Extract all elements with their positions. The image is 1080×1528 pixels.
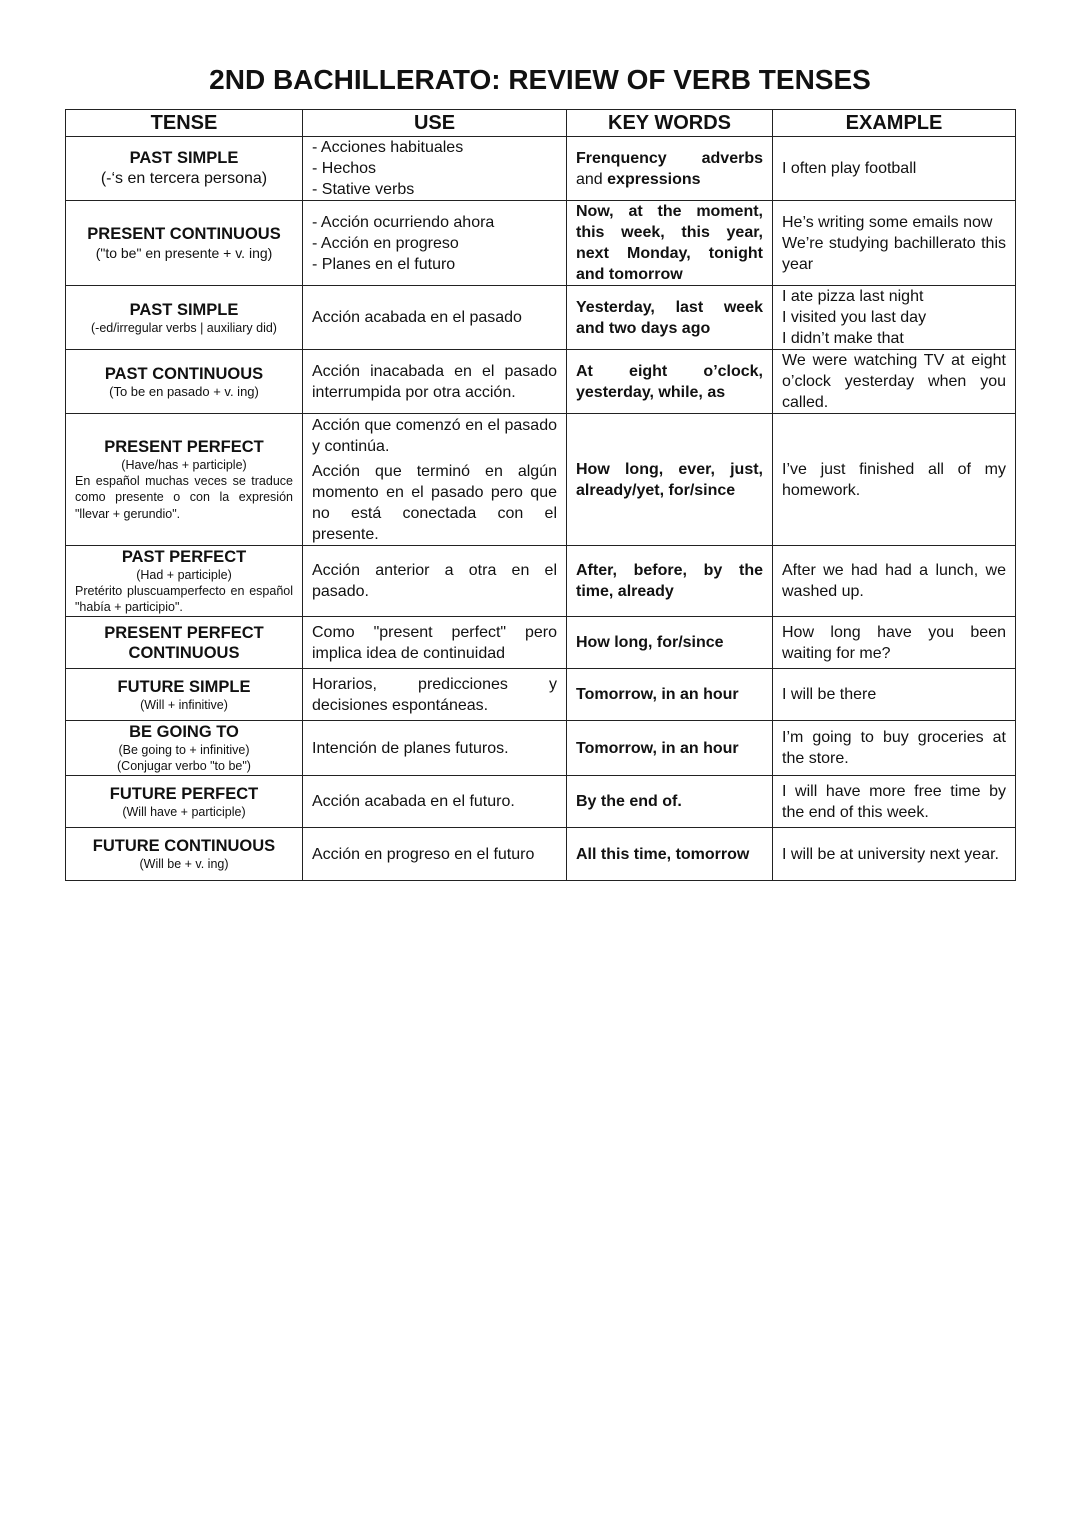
use-cell [303, 617, 567, 669]
tense-name: PRESENT CONTINUOUS [87, 225, 281, 243]
use-cell [303, 137, 567, 201]
example-text: We were watching TV at eight o’clock yesterday when you called. [782, 352, 1006, 411]
example-cell [773, 286, 1016, 350]
use-text: Acción inacabada en el pasado interrumpida por otra acción. [312, 362, 557, 401]
tense-cell [66, 201, 303, 286]
use-cell [303, 286, 567, 350]
example-cell [773, 617, 1016, 669]
example-text: I often play football [782, 160, 917, 177]
key-words-cell: All this time, tomorrow [567, 828, 773, 881]
table-row [66, 776, 1016, 828]
key-words-cell: Tomorrow, in an hour [567, 669, 773, 721]
use-line: - Planes en el futuro [312, 255, 456, 273]
example-cell [773, 776, 1016, 828]
table-row [66, 286, 1016, 350]
tense-note: (Will be + v. ing) [139, 857, 229, 871]
use-cell [303, 546, 567, 617]
header-tense: TENSE [66, 110, 303, 137]
key-words-cell: By the end of. [567, 776, 773, 828]
use-text: Acción que comenzó en el pasado y continúa. [312, 416, 557, 455]
tense-note: (Will have + participle) [122, 804, 246, 819]
use-text: Intención de planes futuros. [312, 739, 509, 757]
tense-name: PAST PERFECT [121, 547, 247, 566]
example-text: I didn’t make that [782, 330, 904, 347]
use-text: Como "present perfect" pero implica idea de continuidad [312, 623, 557, 662]
tense-cell [66, 617, 303, 669]
key-words-cell: After, before, by the time, already [567, 546, 773, 617]
key-words-line [576, 148, 763, 169]
example-text: I’m going to buy groceries at the store. [782, 729, 1006, 767]
key-words-line [576, 169, 763, 190]
key-words-text: adverbs [701, 149, 763, 167]
example-cell [773, 546, 1016, 617]
example-text: How long have you been waiting for me? [782, 623, 1006, 662]
key-words-cell: How long, ever, just, already/yet, for/since [567, 414, 773, 546]
example-cell [773, 201, 1016, 286]
tense-cell [66, 828, 303, 881]
example-text: I will be at university next year. [782, 845, 999, 863]
key-words-cell [567, 137, 773, 201]
use-cell [303, 721, 567, 776]
key-words-text: expressions [607, 170, 701, 188]
use-text: Acción que terminó en algún momento en el pasado pero que no está conectada con el presente. [312, 462, 557, 543]
tense-note: (To be en pasado + v. ing) [109, 383, 259, 399]
tense-name: PAST SIMPLE [129, 300, 239, 319]
tense-cell [66, 414, 303, 546]
tense-note: (Be going to + infinitive) [118, 743, 250, 757]
tense-name: FUTURE CONTINUOUS [92, 837, 276, 855]
example-cell [773, 137, 1016, 201]
example-cell [773, 350, 1016, 414]
example-cell [773, 414, 1016, 546]
example-text: He’s writing some emails now [782, 213, 993, 231]
tense-note: (Had + participle) [136, 567, 232, 582]
key-words-cell: Now, at the moment, this week, this year, next Monday, tonight and tomorrow [567, 201, 773, 286]
table-header-row [66, 110, 1016, 137]
example-cell [773, 721, 1016, 776]
tense-name: FUTURE PERFECT [109, 784, 259, 803]
tense-note: (-ed/irregular verbs | auxiliary did) [91, 320, 277, 335]
tense-note: (Have/has + participle) [121, 457, 247, 472]
tense-cell [66, 721, 303, 776]
table-row [66, 546, 1016, 617]
use-line: - Stative verbs [312, 181, 415, 198]
key-words-cell: At eight o’clock, yesterday, while, as [567, 350, 773, 414]
page-title: 2ND BACHILLERATO: REVIEW OF VERB TENSES [209, 64, 871, 95]
key-words-text: Frenquency [576, 149, 667, 167]
use-text: Acción anterior a otra en el pasado. [312, 562, 557, 600]
table-row [66, 721, 1016, 776]
use-text: Horarios, predicciones y decisiones espontáneas. [312, 675, 557, 714]
use-line: - Hechos [312, 160, 377, 177]
key-words-cell: Tomorrow, in an hour [567, 721, 773, 776]
example-cell [773, 669, 1016, 721]
tense-cell [66, 350, 303, 414]
use-cell [303, 776, 567, 828]
use-cell [303, 828, 567, 881]
header-example: EXAMPLE [773, 110, 1016, 137]
tense-cell [66, 669, 303, 721]
example-text: I ate pizza last night [782, 288, 924, 305]
table-row [66, 669, 1016, 721]
key-words-cell: Yesterday, last week and two days ago [567, 286, 773, 350]
tense-name: PRESENT PERFECT [104, 437, 264, 456]
tense-cell [66, 546, 303, 617]
tense-name: PAST SIMPLE [129, 148, 239, 167]
tense-note: (-‘s en tercera persona) [100, 169, 268, 187]
tense-extra-note: En español muchas veces se traduce como presente o con la expresión "llevar + gerundio". [75, 473, 293, 521]
table-row [66, 350, 1016, 414]
tense-name: BE GOING TO [129, 723, 239, 741]
use-text: Acción acabada en el futuro. [312, 793, 515, 810]
table-row [66, 414, 1016, 546]
verb-tenses-table [65, 109, 1016, 881]
header-use: USE [303, 110, 567, 137]
example-text: I’ve just finished all of my homework. [782, 460, 1006, 499]
tense-note: (Conjugar verbo "to be") [117, 759, 251, 773]
header-key-words: KEY WORDS [567, 110, 773, 137]
use-cell [303, 350, 567, 414]
use-text: Acción en progreso en el futuro [312, 845, 535, 863]
example-cell [773, 828, 1016, 881]
use-cell [303, 669, 567, 721]
use-line: Acción acabada en el pasado [312, 309, 522, 326]
example-text: I will be there [782, 686, 877, 703]
tense-note: (Will + infinitive) [140, 697, 228, 712]
use-line: - Acciones habituales [312, 139, 464, 156]
tense-name: PAST CONTINUOUS [104, 364, 264, 383]
key-words-cell: How long, for/since [567, 617, 773, 669]
use-cell [303, 414, 567, 546]
tense-cell [66, 286, 303, 350]
example-text: I visited you last day [782, 309, 927, 326]
tense-name: FUTURE SIMPLE [117, 677, 251, 696]
table-row [66, 617, 1016, 669]
use-line: - Acción en progreso [312, 234, 459, 252]
tense-note: ("to be" en presente + v. ing) [95, 245, 273, 261]
table-row [66, 201, 1016, 286]
tense-cell [66, 776, 303, 828]
example-text: After we had had a lunch, we washed up. [782, 562, 1006, 600]
use-line: - Acción ocurriendo ahora [312, 213, 495, 231]
example-text: We’re studying bachillerato this year [782, 234, 1006, 273]
example-text: I will have more free time by the end of this week. [782, 782, 1006, 821]
tense-extra-note: Pretérito pluscuamperfecto en español "había + participio". [75, 583, 293, 614]
table-row [66, 828, 1016, 881]
tense-name: PRESENT PERFECT CONTINUOUS [104, 623, 264, 662]
use-cell [303, 201, 567, 286]
table-row [66, 137, 1016, 201]
tense-cell [66, 137, 303, 201]
key-words-text: and [576, 170, 603, 188]
